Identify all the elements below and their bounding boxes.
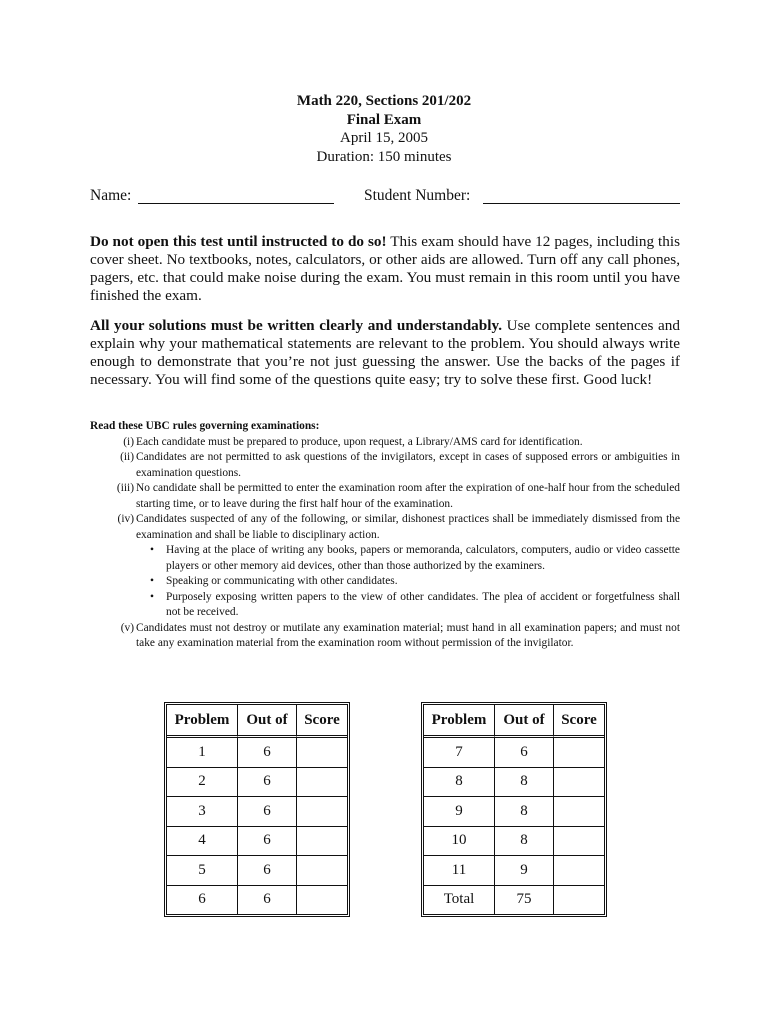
- rule-number: (v): [120, 621, 134, 634]
- student-number-field[interactable]: [483, 203, 680, 204]
- out-of-cell: 6: [238, 886, 297, 915]
- table-row: [167, 797, 347, 827]
- score-cell[interactable]: [297, 797, 347, 827]
- problem-cell: 2: [167, 768, 238, 798]
- rule-text: Candidates suspected of any of the following, or similar, dishonest practices shall be immediately dismissed from the examination and shall be liable to disciplinary action.: [136, 513, 680, 541]
- score-table-left: [164, 702, 350, 917]
- total-out-of-cell: 75: [495, 886, 554, 915]
- rule-item: [90, 450, 680, 481]
- instructions-2-text: Use complete sentences and explain why your mathematical statements are relevant to the problem. You should always write enough to demonstrate that you’re not just guessing the answer. Use the backs of the pages if necessary. You will find some of the questions quite easy; try to solve these first. Good luck!: [90, 317, 680, 388]
- out-of-cell: 8: [495, 768, 554, 798]
- score-cell[interactable]: [297, 738, 347, 768]
- rule-text: No candidate shall be permitted to enter the examination room after the expiration of one-half hour from the scheduled starting time, or to leave during the first half hour of the examination.: [136, 482, 680, 510]
- course-title: Math 220, Sections 201/202: [296, 93, 472, 109]
- score-cell[interactable]: [297, 827, 347, 857]
- header-score: Score: [554, 705, 604, 738]
- rule-text: Candidates must not destroy or mutilate any examination material; must hand in all examination papers; and must not take any examination material from the examination room without permission of the invigilator.: [136, 621, 680, 649]
- score-cell[interactable]: [554, 738, 604, 768]
- table-row: [167, 738, 347, 768]
- total-label: Total: [424, 886, 495, 915]
- instructions-paragraph-1: [90, 233, 680, 305]
- table-row: [424, 856, 604, 886]
- exam-date: April 15, 2005: [340, 130, 428, 146]
- table-row: [167, 768, 347, 798]
- rule-number: (iv): [117, 513, 134, 525]
- table-row: [424, 768, 604, 798]
- out-of-cell: 9: [495, 856, 554, 886]
- header-out-of: Out of: [238, 705, 297, 738]
- rule-text: Candidates are not permitted to ask questions of the invigilators, except in cases of supposed errors or ambiguities in examination questions.: [136, 451, 680, 479]
- bullet-text: Purposely exposing written papers to the view of other candidates. The plea of accident or forgetfulness shall not be received.: [166, 590, 680, 618]
- rules-heading: Read these UBC rules governing examinations:: [90, 420, 320, 432]
- problem-cell: 4: [167, 827, 238, 857]
- instructions-2-bold: All your solutions must be written clearly and understandably.: [90, 317, 502, 334]
- out-of-cell: 6: [238, 738, 297, 768]
- score-cell[interactable]: [554, 827, 604, 857]
- name-field[interactable]: [138, 203, 334, 204]
- rule-item: [90, 621, 680, 652]
- problem-cell: 1: [167, 738, 238, 768]
- score-cell[interactable]: [297, 886, 347, 915]
- header-score: Score: [297, 705, 347, 738]
- problem-cell: 9: [424, 797, 495, 827]
- problem-cell: 11: [424, 856, 495, 886]
- rule-number: (iii): [116, 482, 134, 494]
- total-score-cell[interactable]: [554, 886, 604, 915]
- bullet-dot-icon: •: [150, 575, 154, 587]
- rule-number: (i): [123, 435, 134, 448]
- problem-cell: 8: [424, 768, 495, 798]
- rule-item: [90, 435, 680, 451]
- problem-cell: 5: [167, 856, 238, 886]
- exam-type: Final Exam: [346, 111, 422, 128]
- table-row: [167, 886, 347, 915]
- score-table-right: [421, 702, 607, 917]
- instructions-1-bold: Do not open this test until instructed to do so!: [90, 233, 387, 250]
- header-problem: Problem: [167, 705, 238, 738]
- out-of-cell: 6: [495, 738, 554, 768]
- instructions-1-text: This exam should have 12 pages, including this cover sheet. No textbooks, notes, calculators, or other aids are allowed. Turn off any call phones, pagers, etc. that could make noise during the exam. You must remain in this room until you have finished the exam.: [90, 233, 680, 304]
- name-label: Name:: [90, 187, 132, 204]
- score-cell[interactable]: [554, 797, 604, 827]
- identification-line: [90, 187, 680, 209]
- problem-cell: 6: [167, 886, 238, 915]
- out-of-cell: 6: [238, 768, 297, 798]
- score-cell[interactable]: [297, 768, 347, 798]
- rule-item: [90, 481, 680, 512]
- table-row: [167, 856, 347, 886]
- header-problem: Problem: [424, 705, 495, 738]
- rule-text: Each candidate must be prepared to produce, upon request, a Library/AMS card for identification.: [136, 435, 583, 448]
- exam-duration: Duration: 150 minutes: [316, 148, 452, 165]
- score-cell[interactable]: [554, 856, 604, 886]
- exam-header: [0, 92, 768, 166]
- bullet-dot-icon: •: [150, 544, 154, 556]
- bullet-text: Having at the place of writing any books, papers or memoranda, calculators, computers, audio or video cassette players or other memory aid devices, other than those authorized by the examiners.: [166, 544, 680, 572]
- table-row: [424, 797, 604, 827]
- ubc-rules: [90, 419, 680, 652]
- rule-number: (ii): [120, 451, 134, 463]
- student-number-label: Student Number:: [364, 187, 471, 204]
- score-cell[interactable]: [297, 856, 347, 886]
- problem-cell: 10: [424, 827, 495, 857]
- out-of-cell: 8: [495, 827, 554, 857]
- out-of-cell: 6: [238, 856, 297, 886]
- out-of-cell: 6: [238, 827, 297, 857]
- problem-cell: 7: [424, 738, 495, 768]
- score-cell[interactable]: [554, 768, 604, 798]
- rule-bullet: [150, 543, 680, 574]
- instructions-paragraph-2: [90, 317, 680, 389]
- table-total-row: [424, 886, 604, 915]
- table-header-row: [167, 705, 347, 738]
- header-out-of: Out of: [495, 705, 554, 738]
- rule-bullet: [150, 590, 680, 621]
- out-of-cell: 6: [238, 797, 297, 827]
- problem-cell: 3: [167, 797, 238, 827]
- rule-item: [90, 512, 680, 543]
- table-header-row: [424, 705, 604, 738]
- bullet-dot-icon: •: [150, 590, 154, 603]
- rule-bullet: [150, 574, 680, 590]
- table-row: [167, 827, 347, 857]
- out-of-cell: 8: [495, 797, 554, 827]
- table-row: [424, 827, 604, 857]
- table-row: [424, 738, 604, 768]
- bullet-text: Speaking or communicating with other candidates.: [166, 575, 398, 587]
